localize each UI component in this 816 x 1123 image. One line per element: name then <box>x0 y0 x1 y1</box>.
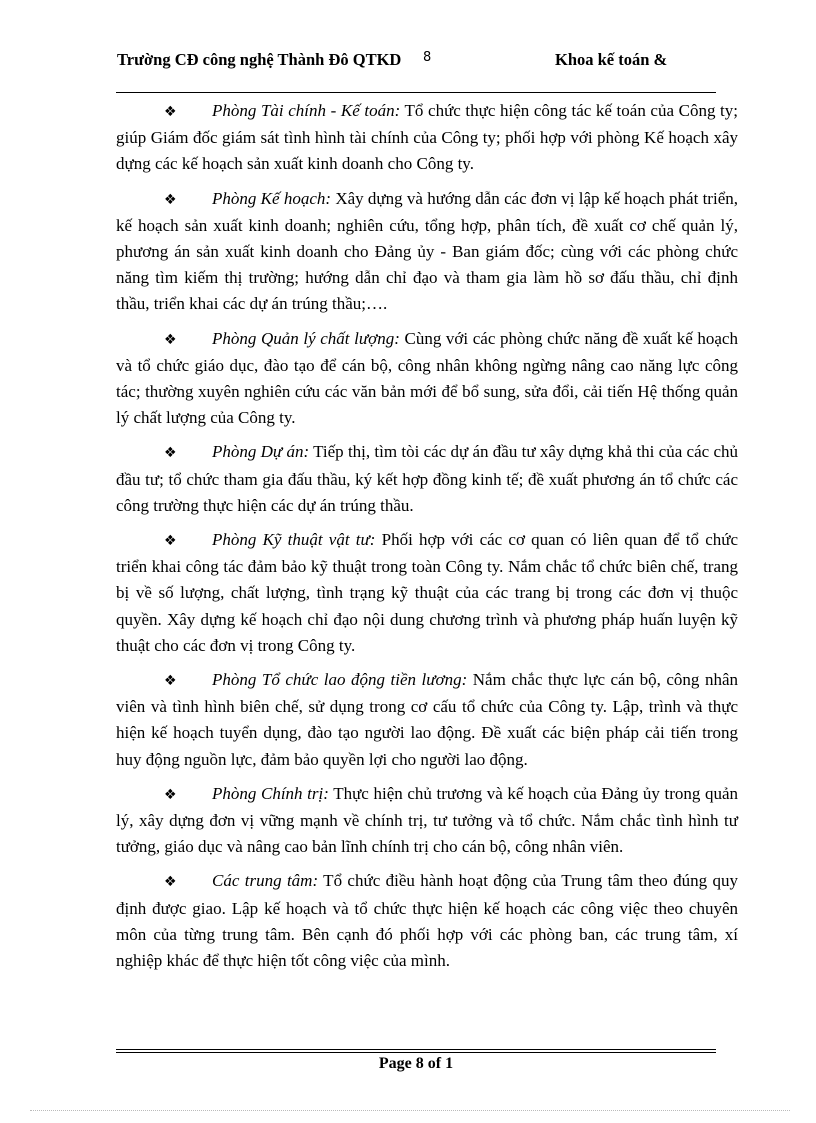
paragraph-text: Tiếp thị, tìm tòi các dự án đầu tư xây dựng khả thi của các chủ đầu tư; tổ chức tham gia đấu thầu, ký kết hợp đồng kinh tế; đề xuất phương án tổ chức các công trường thực hiện các dự án trúng thầu. <box>116 442 738 515</box>
diamond-bullet-icon: ❖ <box>164 104 177 120</box>
header-page-number: 8 <box>423 50 432 65</box>
header-school-name: Trường CĐ công nghệ Thành Đô QTKD <box>117 50 402 69</box>
paragraph-text: Nắm chắc thực lực cán bộ, công nhân viên và tình hình biên chế, sử dụng trong cơ cấu tổ chức của Công ty. Lập, trình và thực hiện kế hoạch tuyển dụng, đào tạo người lao động. Đề xuất các biện pháp cải tiến trong huy động nguồn lực, đảm bảo quyền lợi cho người lao động. <box>116 670 738 769</box>
paragraph-text: Tổ chức điều hành hoạt động của Trung tâm theo đúng quy định được giao. Lập kế hoạch và tổ chức thực hiện kế hoạch các công việc theo chuyên môn của từng trung tâm. Bên cạnh đó phối hợp với các phòng ban, các trung tâm, xí nghiệp khác để thực hiện tốt công việc của mình. <box>116 871 738 971</box>
paragraph-term: Phòng Tài chính - Kế toán: <box>212 101 401 120</box>
paragraph-term: Phòng Kế hoạch: <box>212 188 332 208</box>
diamond-bullet-icon: ❖ <box>164 874 177 891</box>
document-body <box>116 98 738 982</box>
footer-rule-top <box>116 1049 716 1050</box>
paragraph-text: Tổ chức thực hiện công tác kế toán của Công ty; giúp Giám đốc giám sát tình hình tài chính của Công ty; phối hợp với phòng Kế hoạch xây dựng các kế hoạch sản xuất kinh doanh cho Công ty. <box>116 101 738 174</box>
paragraph-term: Các trung tâm: <box>212 871 319 891</box>
page-bottom-dotted-border <box>30 1110 790 1111</box>
paragraph-text: Phối hợp với các cơ quan có liên quan để tổ chức triển khai công tác đảm bảo kỹ thuật trong toàn Công ty. Nắm chắc tổ chức biên chế, trang bị về số lượng, chất lượng, tình trạng kỹ thuật của các trang bị trong các đơn vị thuộc quyền. Xây dựng kế hoạch chỉ đạo nội dung chương trình và phương pháp huấn luyện kỹ thuật cho các đơn vị trong Công ty. <box>116 530 738 655</box>
paragraph-centers <box>116 868 738 974</box>
diamond-bullet-icon: ❖ <box>164 445 177 462</box>
paragraph-planning <box>116 186 738 318</box>
diamond-bullet-icon: ❖ <box>164 533 177 550</box>
paragraph-projects <box>116 439 738 519</box>
paragraph-quality-management <box>116 326 738 432</box>
diamond-bullet-icon: ❖ <box>164 786 177 803</box>
paragraph-text: Cùng với các phòng chức năng đề xuất kế hoạch và tổ chức giáo dục, đào tạo để cán bộ, công nhân không ngừng nâng cao năng lực công tác; thường xuyên nghiên cứu các văn bản mới để bổ sung, sửa đổi, cải tiến Hệ thống quản lý chất lượng của Công ty. <box>116 328 738 428</box>
diamond-bullet-icon: ❖ <box>164 331 177 348</box>
header-rule <box>116 92 716 93</box>
paragraph-finance-accounting <box>116 98 738 178</box>
footer-page-label: Page 8 of 1 <box>378 1055 454 1072</box>
paragraph-term: Phòng Tổ chức lao động tiền lương: <box>212 670 468 690</box>
paragraph-term: Phòng Chính trị: <box>212 783 329 803</box>
paragraph-term: Phòng Dự án: <box>212 442 310 462</box>
paragraph-text: Thực hiện chủ trương và kế hoạch của Đảng ủy trong quản lý, xây dựng đơn vị vững mạnh về chính trị, tư tưởng và tổ chức. Nắm chắc tình hình tư tưởng, giáo dục và nâng cao bản lĩnh chính trị cho cán bộ, công nhân viên. <box>116 783 739 857</box>
paragraph-term: Phòng Quản lý chất lượng: <box>212 328 400 348</box>
paragraph-technical-materials <box>116 527 738 659</box>
paragraph-politics <box>116 781 738 861</box>
paragraph-term: Phòng Kỹ thuật vật tư: <box>212 530 376 550</box>
diamond-bullet-icon: ❖ <box>164 191 177 208</box>
footer-rule-bottom <box>116 1052 716 1053</box>
paragraph-labor-salary <box>116 667 738 773</box>
header-faculty-name: Khoa kế toán & <box>555 50 668 69</box>
paragraph-text: Xây dựng và hướng dẫn các đơn vị lập kế hoạch phát triển, kế hoạch sản xuất kinh doanh; nghiên cứu, tổng hợp, phân tích, đề xuất cơ chế quản lý, phương án sản xuất kinh doanh cho Đảng ủy - Ban giám đốc; cùng với các phòng chức năng tìm kiếm thị trường; hướng dẫn chỉ đạo và tham gia làm hồ sơ đấu thầu, chỉ định thầu, triển khai các dự án trúng thầu;…. <box>116 188 738 314</box>
diamond-bullet-icon: ❖ <box>164 673 177 690</box>
